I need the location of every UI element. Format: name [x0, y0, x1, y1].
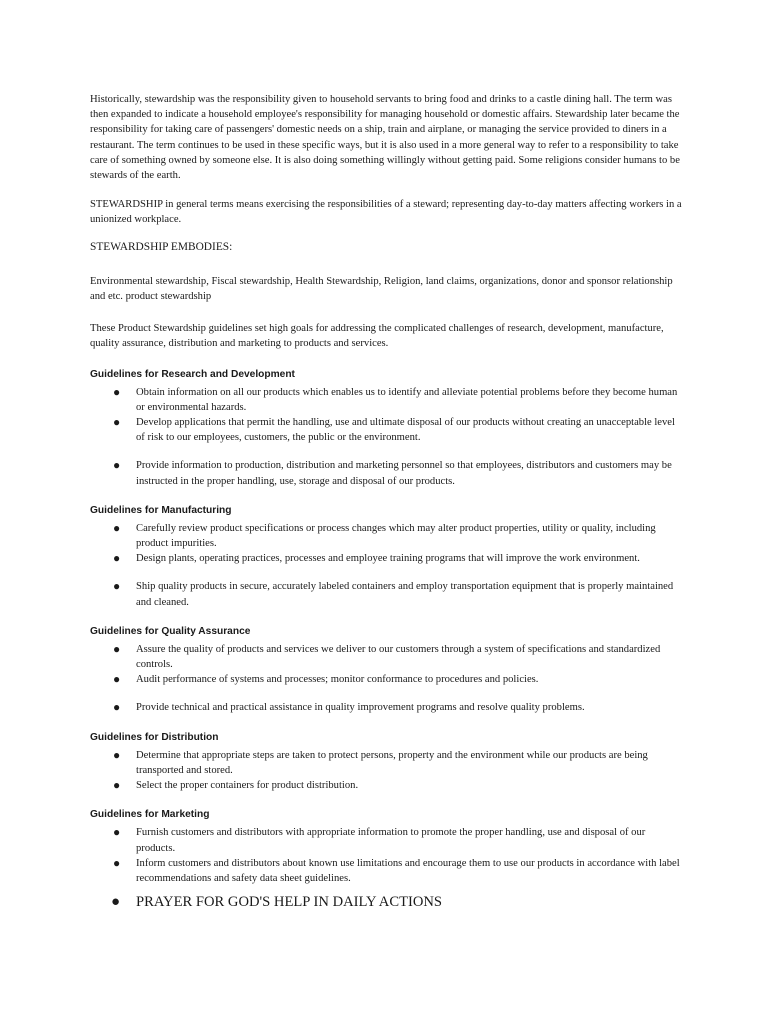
product-guidelines-paragraph: These Product Stewardship guidelines set high goals for addressing the complicated challenges of research, development, manufacture, quality assurance, distribution and marketing to products and services.	[90, 323, 664, 350]
list-item-text: Provide information to production, distribution and marketing personnel so that employees, distributors and customers may be instructed in the proper handling, use, storage and disposal of our products.	[136, 460, 672, 487]
list-item	[90, 385, 682, 415]
definition-paragraph: STEWARDSHIP in general terms means exercising the responsibilities of a steward; representing day-to-day matters affecting workers in a unionized workplace.	[90, 199, 682, 226]
bullet-icon: ●	[113, 672, 121, 687]
bullet-icon: ●	[113, 778, 121, 793]
bullet-icon: ●	[113, 747, 121, 762]
list-item-text: Assure the quality of products and services we deliver to our customers through a system of specifications and standardized controls.	[136, 643, 661, 671]
bullet-icon: ●	[113, 700, 121, 715]
bullet-list	[90, 385, 682, 489]
bullet-icon: ●	[111, 894, 121, 911]
bullet-icon: ●	[113, 825, 121, 840]
list-item-text: Develop applications that permit the handling, use and ultimate disposal of our products without creating an unacceptable level of risk to our employees, customers, the public or the environment.	[136, 417, 675, 444]
list-item-text: Provide technical and practical assistance in quality improvement programs and resolve quality problems.	[136, 702, 585, 714]
section-heading: Guidelines for Distribution	[90, 731, 219, 743]
bullet-icon: ●	[113, 855, 121, 870]
bullet-icon: ●	[113, 384, 121, 399]
list-item-text: Inform customers and distributors about known use limitations and encourage them to use our products in accordance with label recommendations and safety data sheet guidelines.	[136, 857, 680, 884]
embodies-heading: STEWARDSHIP EMBODIES:	[90, 240, 233, 253]
list-item-text: Design plants, operating practices, processes and employee training programs that will improve the work environment.	[136, 553, 640, 565]
list-item	[90, 551, 682, 566]
list-item	[90, 700, 682, 715]
bullet-icon: ●	[113, 551, 121, 566]
prayer-text: PRAYER FOR GOD'S HELP IN DAILY ACTIONS	[136, 894, 443, 911]
section-distribution	[90, 731, 682, 794]
bullet-list	[90, 642, 682, 716]
list-item-text: Furnish customers and distributors with appropriate information to promote the proper handling, use and disposal of our products.	[136, 827, 646, 854]
section-heading: Guidelines for Marketing	[90, 809, 210, 821]
list-item	[90, 778, 682, 793]
bullet-list	[90, 825, 682, 886]
list-item-text: Carefully review product specifications or process changes which may alter product properties, utility or quality, including product impurities.	[136, 522, 656, 550]
list-item-text: Determine that appropriate steps are taken to protect persons, property and the environment while our products are being transported and stored.	[136, 749, 648, 776]
list-item	[90, 748, 682, 778]
list-item-text: Obtain information on all our products which enables us to identify and alleviate potential problems before they become human or environmental hazards.	[136, 386, 678, 413]
bullet-icon: ●	[113, 579, 121, 594]
document-page	[90, 92, 682, 912]
bullet-icon: ●	[113, 641, 121, 656]
list-item-text: Select the proper containers for product distribution.	[136, 780, 359, 792]
bullet-list	[90, 521, 682, 610]
section-research-development	[90, 368, 682, 489]
list-item-text: Audit performance of systems and processes; monitor conformance to procedures and policies.	[136, 674, 539, 686]
list-item	[90, 856, 682, 886]
bullet-list	[90, 748, 682, 794]
section-heading: Guidelines for Research and Development	[90, 368, 295, 380]
section-marketing	[90, 808, 682, 886]
list-item	[90, 825, 682, 855]
list-item	[90, 521, 682, 551]
section-heading: Guidelines for Quality Assurance	[90, 625, 251, 637]
list-item	[90, 672, 682, 687]
list-item	[90, 642, 682, 672]
section-quality-assurance	[90, 625, 682, 716]
bullet-icon: ●	[113, 458, 121, 473]
list-item	[90, 458, 682, 488]
section-heading: Guidelines for Manufacturing	[90, 504, 232, 516]
bullet-icon: ●	[113, 520, 121, 535]
prayer-heading	[90, 892, 682, 912]
list-item	[90, 579, 682, 609]
list-item	[90, 415, 682, 445]
intro-paragraph: Historically, stewardship was the responsibility given to household servants to bring food and drinks to a castle dining hall. The term was then expanded to indicate a household employee's responsibility for managing household or domestic affairs. Stewardship later became the responsibility for taking care of passengers' domestic needs on a ship, train and airplane, or managing the service provided to diners in a restaurant. The term continues to be used in these specific ways, but it is also used in a more general way to refer to a responsibility to take care of something owned by someone else. It is also doing something willingly without getting paid. Some religions consider humans to be stewards of the earth.	[90, 94, 680, 182]
embodies-paragraph: Environmental stewardship, Fiscal stewardship, Health Stewardship, Religion, land claims, organizations, donor and sponsor relationship and etc. product stewardship	[90, 275, 673, 303]
bullet-icon: ●	[113, 415, 121, 430]
section-manufacturing	[90, 504, 682, 610]
list-item-text: Ship quality products in secure, accurately labeled containers and employ transportation equipment that is properly maintained and cleaned.	[136, 581, 674, 608]
